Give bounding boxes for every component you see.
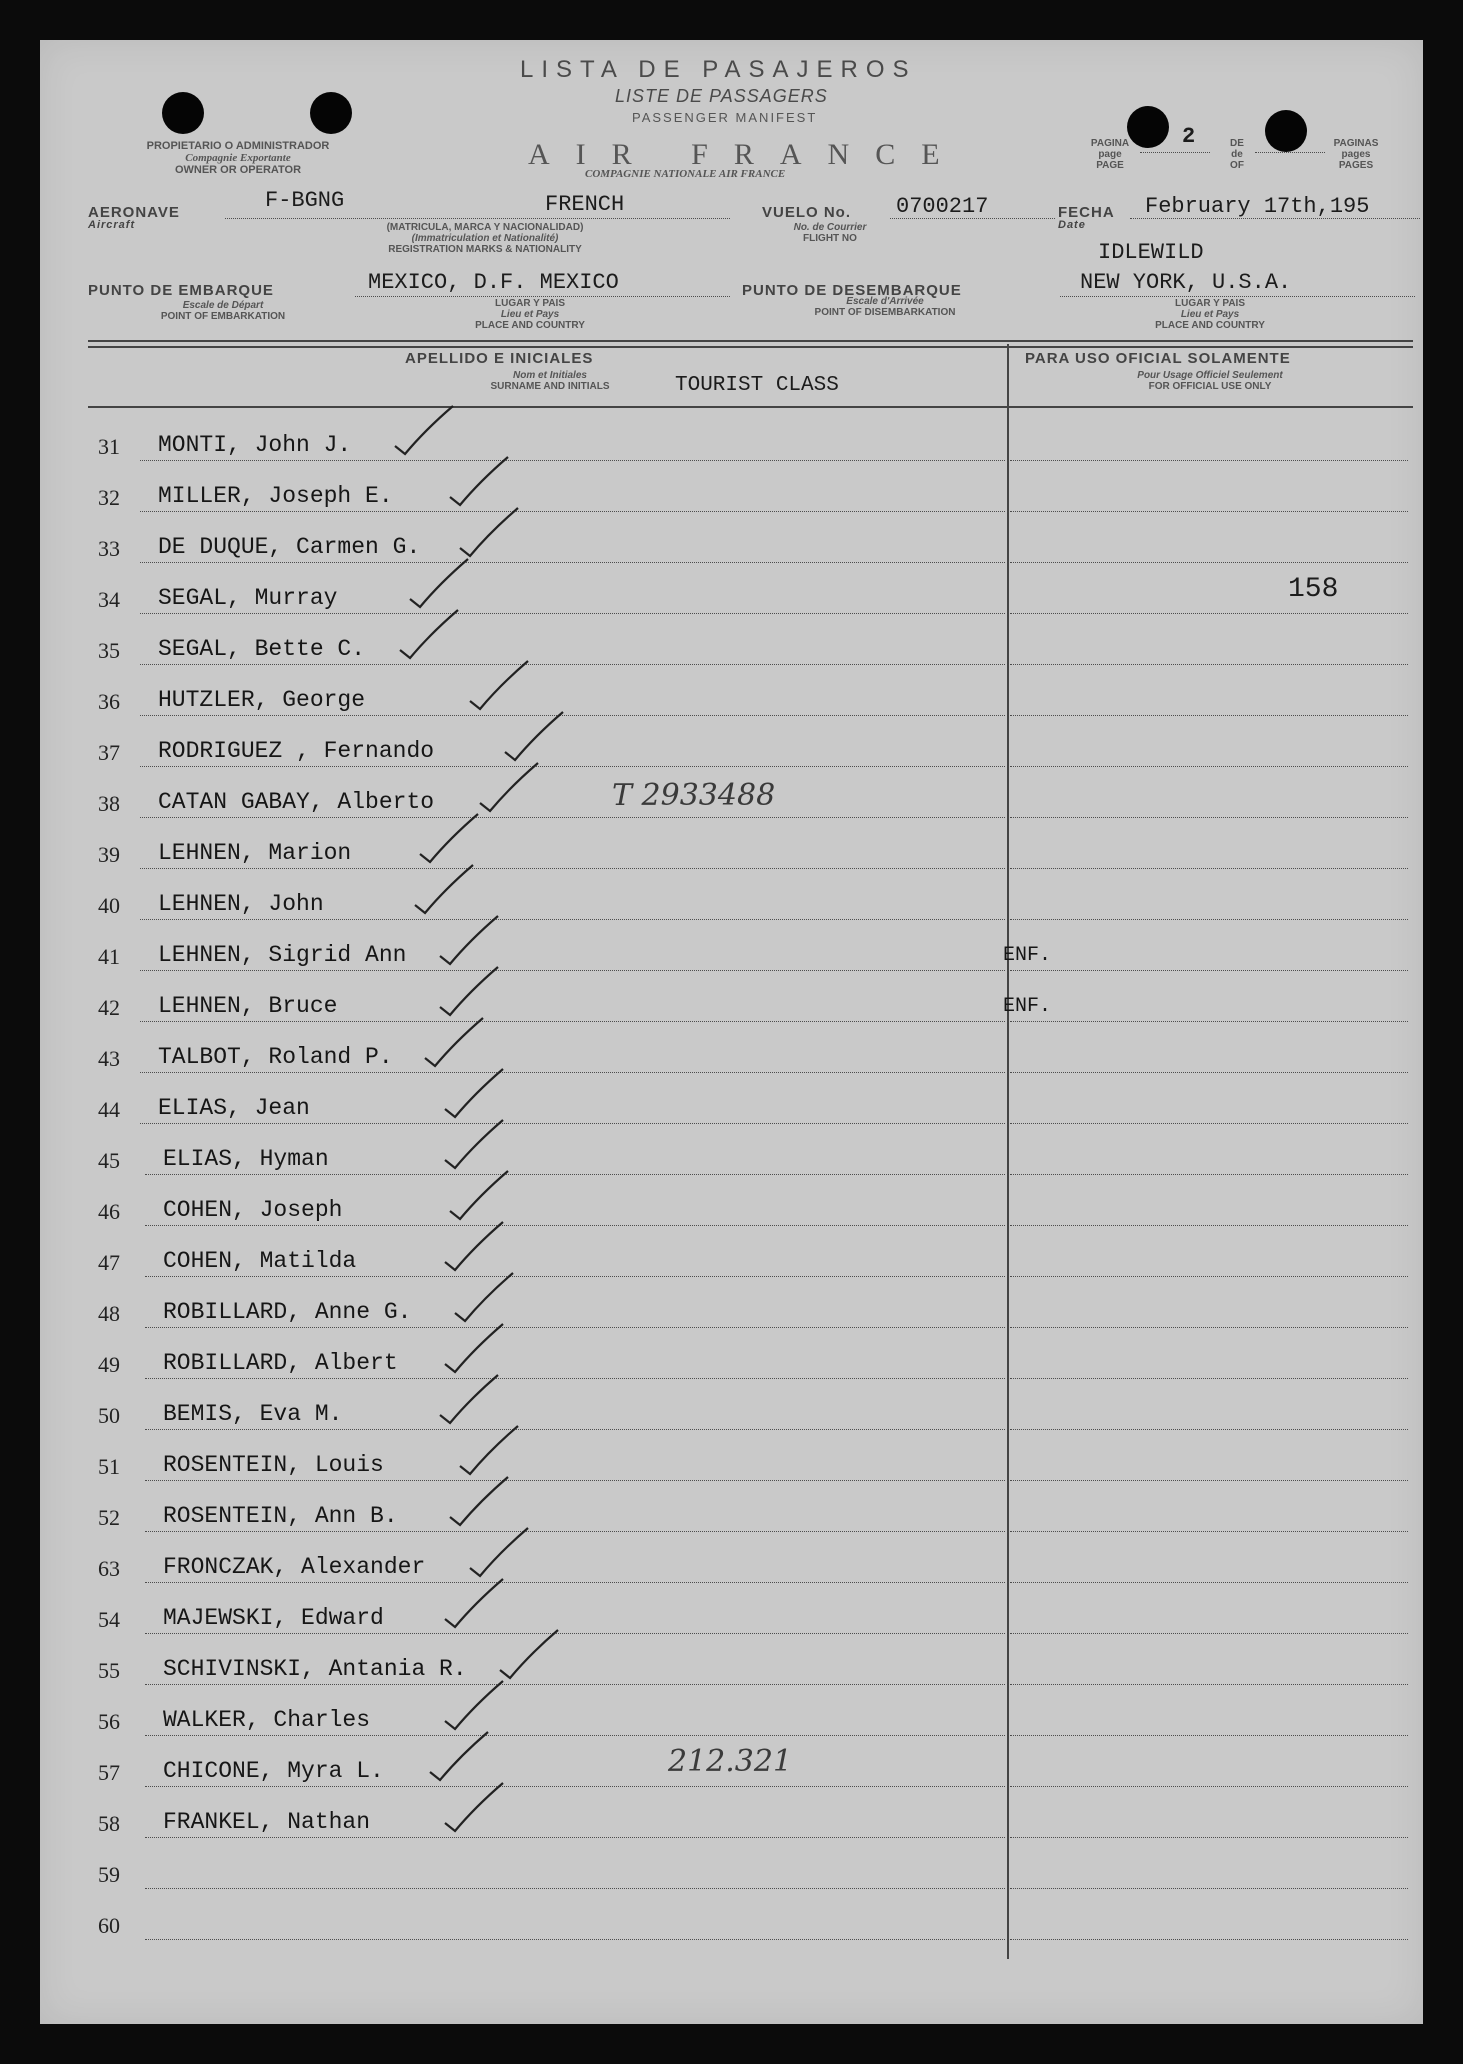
row-number: 35 (98, 638, 120, 663)
class-label: TOURIST CLASS (675, 374, 839, 397)
check-mark (420, 814, 478, 862)
title-english: PASSENGER MANIFEST (632, 110, 818, 125)
row-number: 31 (98, 434, 120, 459)
embark-value: MEXICO, D.F. MEXICO (368, 270, 619, 295)
passenger-name: ELIAS, Jean (158, 1095, 310, 1121)
row-number: 55 (98, 1658, 120, 1683)
passenger-name: RODRIGUEZ , Fernando (158, 738, 435, 764)
check-mark (500, 1630, 558, 1678)
check-mark (440, 967, 498, 1015)
row-number: 44 (98, 1097, 120, 1122)
official-header-fr: Pour Usage Officiel Seulement (1137, 370, 1283, 381)
passenger-name: LEHNEN, Sigrid Ann (158, 942, 407, 968)
disembark-place-en: PLACE AND COUNTRY (1155, 320, 1265, 331)
reg-sub-es: (MATRICULA, MARCA Y NACIONALIDAD) (386, 222, 584, 233)
passenger-name: LEHNEN, John (158, 891, 324, 917)
row-number: 42 (98, 995, 120, 1020)
check-mark (460, 1426, 518, 1474)
row-number: 51 (98, 1454, 120, 1479)
page-label-fr: page (1098, 149, 1122, 160)
embark-place-fr: Lieu et Pays (500, 309, 560, 320)
check-mark (430, 1732, 488, 1780)
passenger-name: COHEN, Joseph (163, 1197, 343, 1223)
handwritten-note-57: 212.321 (668, 1744, 793, 1779)
passenger-name: MONTI, John J. (158, 432, 352, 458)
passenger-name: MILLER, Joseph E. (158, 483, 393, 509)
row-number: 58 (98, 1811, 120, 1836)
airline-subtitle-text: COMPAGNIE NATIONALE AIR FRANCE (585, 168, 786, 180)
owner-label-es: PROPIETARIO O ADMINISTRADOR (146, 140, 330, 152)
embark-label-es: PUNTO DE EMBARQUE (88, 282, 274, 299)
reg-sub-fr: (Immatriculation et Nationalité) (411, 233, 559, 244)
of-label-fr: de (1231, 149, 1243, 160)
check-mark (445, 1783, 503, 1831)
check-mark (445, 1120, 503, 1168)
passenger-name: MAJEWSKI, Edward (163, 1605, 384, 1631)
check-mark (480, 763, 538, 811)
row-number: 50 (98, 1403, 120, 1428)
passenger-name: FRANKEL, Nathan (163, 1809, 371, 1835)
date-label-es: FECHA (1058, 204, 1115, 221)
official-header-es: PARA USO OFICIAL SOLAMENTE (1025, 350, 1291, 367)
row-number: 60 (98, 1913, 120, 1938)
aircraft-label-es: AERONAVE (88, 204, 180, 221)
flight-label-en: FLIGHT NO (803, 233, 857, 244)
airline-name: AIR FRANCE (528, 138, 966, 171)
row-number: 38 (98, 791, 120, 816)
disembark-place-fr: Lieu et Pays (1180, 309, 1240, 320)
check-mark (445, 1579, 503, 1627)
pages-label-fr: pages (1341, 149, 1371, 160)
pages-label-es: PAGINAS (1333, 138, 1379, 149)
passenger-name: FRONCZAK, Alexander (163, 1554, 426, 1580)
embark-place-en: PLACE AND COUNTRY (475, 320, 585, 331)
check-mark (425, 1018, 483, 1066)
check-mark (440, 1375, 498, 1423)
flight-label-fr: No. de Courrier (793, 222, 867, 233)
check-mark (410, 559, 468, 607)
disembark-place-es: LUGAR Y PAIS (1174, 298, 1245, 309)
embark-label-fr: Escale de Départ (182, 300, 264, 311)
check-mark (445, 1324, 503, 1372)
official-header-en: FOR OFFICIAL USE ONLY (1148, 381, 1272, 392)
row-number: 49 (98, 1352, 120, 1377)
disembark-label-en: POINT OF DISEMBARKATION (814, 307, 956, 318)
passenger-name: ELIAS, Hyman (163, 1146, 329, 1172)
check-mark (445, 1069, 503, 1117)
passenger-name: BEMIS, Eva M. (163, 1401, 343, 1427)
of-label-en: OF (1230, 160, 1244, 171)
row-number: 46 (98, 1199, 120, 1224)
handwritten-note-38: T 2933488 (612, 778, 776, 813)
flight-number: 0700217 (896, 194, 989, 219)
official-number: 158 (1288, 574, 1339, 605)
aircraft-nationality: FRENCH (545, 192, 625, 217)
passenger-name: CATAN GABAY, Alberto (158, 789, 435, 815)
passenger-name: TALBOT, Roland P. (158, 1044, 393, 1070)
check-mark (415, 865, 473, 913)
of-label-es: DE (1230, 138, 1244, 149)
disembark-label-es: PUNTO DE DESEMBARQUE (742, 282, 962, 299)
row-number: 36 (98, 689, 120, 714)
names-header-en: SURNAME AND INITIALS (490, 381, 610, 392)
owner-label-fr-text: Compagnie Exportante (185, 152, 291, 164)
row-number: 39 (98, 842, 120, 867)
disembark-value-1: IDLEWILD (1098, 240, 1204, 265)
check-mark (450, 1171, 508, 1219)
check-mark (400, 610, 458, 658)
check-mark (470, 661, 528, 709)
row-number: 48 (98, 1301, 120, 1326)
check-mark (505, 712, 563, 760)
names-header-es: APELLIDO E INICIALES (405, 350, 594, 367)
check-mark (445, 1222, 503, 1270)
passenger-name: SCHIVINSKI, Antania R. (163, 1656, 467, 1682)
check-mark (460, 508, 518, 556)
names-header-fr: Nom et Initiales (513, 370, 587, 381)
passenger-name: DE DUQUE, Carmen G. (158, 534, 421, 560)
row-number: 52 (98, 1505, 120, 1530)
title-french: LISTE DE PASSAGERS (615, 86, 828, 106)
check-mark (470, 1528, 528, 1576)
row-number: 63 (98, 1556, 120, 1581)
row-number: 54 (98, 1607, 120, 1632)
page-label-en: PAGE (1096, 160, 1124, 171)
embark-label-en: POINT OF EMBARKATION (160, 311, 286, 322)
aircraft-registration: F-BGNG (265, 188, 345, 213)
check-mark (450, 457, 508, 505)
row-number: 59 (98, 1862, 120, 1887)
row-number: 33 (98, 536, 120, 561)
passenger-name: LEHNEN, Bruce (158, 993, 338, 1019)
passenger-name: CHICONE, Myra L. (163, 1758, 384, 1784)
row-number: 56 (98, 1709, 120, 1734)
passenger-name: HUTZLER, George (158, 687, 366, 713)
passenger-name: ROSENTEIN, Ann B. (163, 1503, 398, 1529)
check-mark (440, 916, 498, 964)
pages-label-en: PAGES (1338, 160, 1374, 171)
row-number: 34 (98, 587, 120, 612)
passenger-name: COHEN, Matilda (163, 1248, 357, 1274)
check-mark (455, 1273, 513, 1321)
official-note: ENF. (1003, 944, 1052, 967)
official-note: ENF. (1003, 995, 1052, 1018)
aircraft-label-fr: Aircraft (88, 219, 136, 231)
check-mark (445, 1681, 503, 1729)
row-number: 32 (98, 485, 120, 510)
page-number: 2 (1182, 124, 1196, 149)
passenger-name: WALKER, Charles (163, 1707, 371, 1733)
reg-sub-en: REGISTRATION MARKS & NATIONALITY (388, 244, 582, 255)
passenger-name: ROBILLARD, Anne G. (163, 1299, 412, 1325)
passenger-name: SEGAL, Murray (158, 585, 338, 611)
flight-date: February 17th,195 (1145, 194, 1370, 219)
row-number: 45 (98, 1148, 120, 1173)
check-mark (450, 1477, 508, 1525)
passenger-name: ROSENTEIN, Louis (163, 1452, 384, 1478)
passenger-name: LEHNEN, Marion (158, 840, 352, 866)
row-number: 47 (98, 1250, 120, 1275)
flight-label-es: VUELO No. (762, 204, 852, 221)
row-number: 41 (98, 944, 120, 969)
row-number: 57 (98, 1760, 120, 1785)
row-number: 43 (98, 1046, 120, 1071)
page-label-es: PAGINA (1090, 138, 1130, 149)
date-label-fr: Date (1058, 219, 1086, 231)
title-spanish: LISTA DE PASAJEROS (520, 56, 917, 83)
row-number: 37 (98, 740, 120, 765)
check-mark (395, 406, 453, 454)
disembark-value-2: NEW YORK, U.S.A. (1080, 270, 1292, 295)
row-number: 40 (98, 893, 120, 918)
passenger-name: ROBILLARD, Albert (163, 1350, 398, 1376)
passenger-name: SEGAL, Bette C. (158, 636, 366, 662)
disembark-label-fr: Escale d'Arrivée (846, 296, 924, 307)
embark-place-es: LUGAR Y PAIS (494, 298, 565, 309)
owner-label-en: OWNER OR OPERATOR (174, 164, 302, 176)
